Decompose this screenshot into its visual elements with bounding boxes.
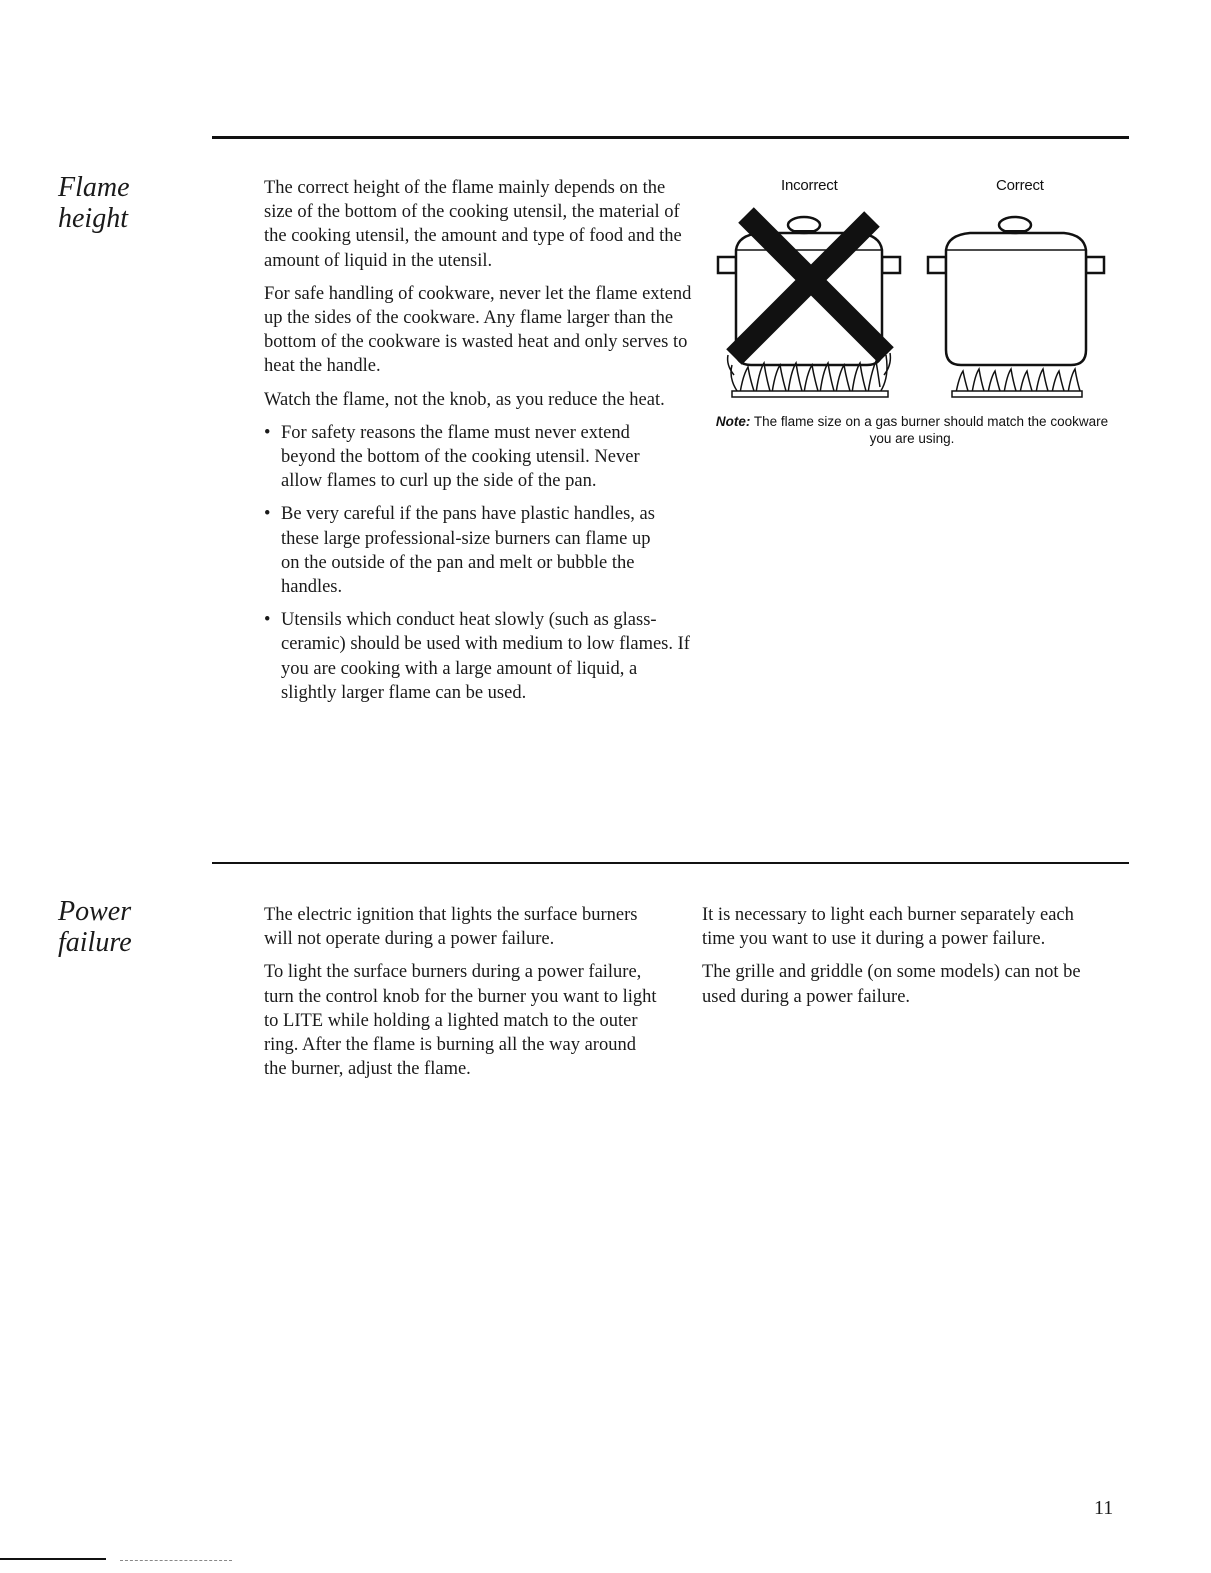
power-left-paragraph-1: The electric ignition that lights the surface burners will not operate during a power failure. [264, 905, 638, 950]
power-failure-title [58, 896, 208, 958]
figure-note-lead: Note: [715, 414, 751, 429]
page-number: 11 [1094, 1497, 1114, 1519]
figure-note [712, 413, 1112, 447]
cookware-flame-diagram [710, 205, 1110, 405]
label-correct: Correct [996, 177, 1044, 194]
power-failure-title-line2: failure [58, 927, 132, 958]
power-failure-title-line1: Power [58, 896, 132, 927]
flame-bullet-3: • Utensils which conduct heat slowly (such as glass-ceramic) should be used with medium to low flames. If you are cooking with a large amount of liquid, a slightly larger flame can be used. [264, 608, 691, 705]
power-right-paragraph-1: It is necessary to light each burner separately each time you want to use it during a power failure. [702, 905, 1074, 950]
incorrect-pot-illustration [718, 215, 900, 397]
footer-dashed-rule [120, 1560, 232, 1562]
flame-paragraph-3: Watch the flame, not the knob, as you reduce the heat. [264, 389, 665, 410]
section-divider-middle [212, 862, 1129, 864]
flame-paragraph-1: The correct height of the flame mainly depends on the size of the bottom of the cooking utensil, the material of the cooking utensil, the amount and type of food and the amount of liquid in the utensil. [264, 178, 682, 271]
flame-paragraph-2: For safe handling of cookware, never let the flame extend up the sides of the cookware. Any flame larger than the bottom of the cookware is wasted heat and only serves to heat the handle. [264, 283, 692, 377]
footer-rule [0, 1558, 106, 1560]
flame-height-title [58, 172, 208, 234]
figure-note-text: The flame size on a gas burner should match the cookware you are using. [753, 414, 1109, 446]
section-divider-top [212, 136, 1129, 139]
flame-height-text [264, 176, 692, 714]
flame-height-title-line1: Flame [58, 172, 130, 203]
power-failure-right-text [702, 903, 1107, 1018]
power-left-paragraph-2: To light the surface burners during a power failure, turn the control knob for the burner you want to light to LITE while holding a lighted match to the outer ring. After the flame is burning all the way around the burner, adjust the flame. [264, 962, 657, 1080]
flame-bullet-list [264, 421, 692, 705]
flame-bullet-2: • Be very careful if the pans have plastic handles, as these large professional-size burners can flame up on the outside of the pan and melt or bubble the handles. [264, 502, 671, 599]
correct-small-flames [956, 369, 1080, 393]
power-right-paragraph-2: The grille and griddle (on some models) can not be used during a power failure. [702, 962, 1081, 1007]
correct-pot-illustration [928, 217, 1104, 397]
power-failure-left-text [264, 903, 664, 1090]
flame-height-title-line2: height [58, 203, 128, 234]
flame-bullet-1: • For safety reasons the flame must never extend beyond the bottom of the cooking utensil. Never allow flames to curl up the side of the pan. [264, 421, 681, 494]
label-incorrect: Incorrect [781, 177, 838, 194]
